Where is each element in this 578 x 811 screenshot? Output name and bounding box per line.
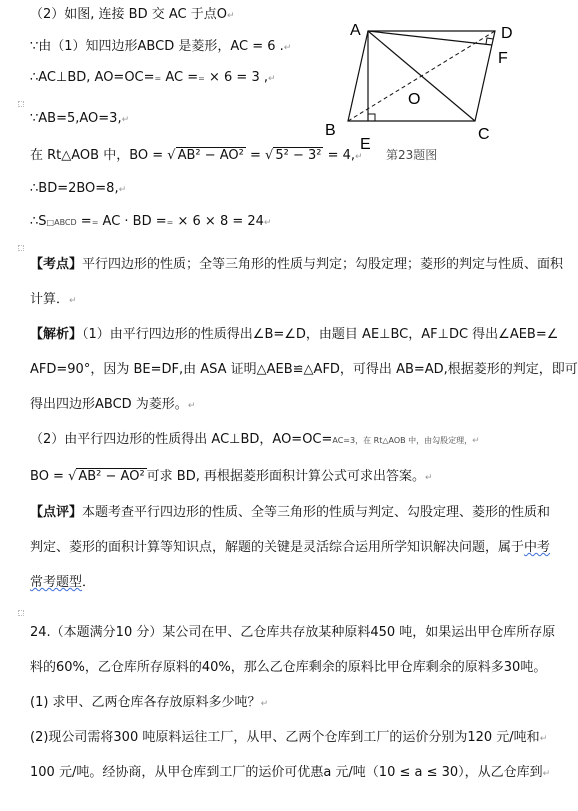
figure-caption: 第23题图 bbox=[386, 148, 438, 162]
question-24-part2-line-2: 100 元/吨。经协商，从甲仓库到工厂的运价可优惠a 元/吨（10 ≤ a ≤ 30），从乙仓库到↵ bbox=[30, 765, 551, 780]
dianping-line-1: 【点评】本题考查平行四边形的性质、全等三角形的性质与判定、勾股定理、菱形的性质和 bbox=[30, 505, 551, 520]
line-ao-oc: ∴AC⊥BD, AO=OC== AC == × 6 = 3 ,↵ bbox=[30, 70, 276, 85]
jiexi-line-3: 得出四边形ABCD 为菱形。↵ bbox=[30, 397, 196, 412]
segment-af bbox=[368, 31, 492, 45]
label-f: F bbox=[498, 50, 508, 67]
label-o: O bbox=[408, 91, 421, 108]
label-b: B bbox=[325, 122, 336, 139]
question-24-line-2: 料的60%，乙仓库所存原料的40%，那么乙仓库剩余的原料比甲仓库剩余的原料多30吨。 bbox=[30, 660, 547, 675]
line-rhombus: ∵由（1）知四边形ABCD 是菱形，AC = 6 .↵ bbox=[30, 39, 292, 54]
dianping-line-2: 判定、菱形的面积计算等知识点，解题的关键是灵活综合运用所学知识解决问题，属于中考 bbox=[30, 540, 551, 555]
paragraph-mark bbox=[18, 101, 24, 107]
line-area: ∴S□ABCD == AC · BD == × 6 × 8 = 24↵ bbox=[30, 214, 272, 229]
jiexi-line-2: AFD=90°，因为 BE=DF,由 ASA 证明△AEB≌△AFD，可得出 AB=AD,根据菱形的判定，即可 bbox=[30, 362, 578, 377]
line-bd: ∴BD=2BO=8,↵ bbox=[30, 181, 127, 196]
jiexi-line-5: BO = √ AB² − AO² 可求 BD, 再根据菱形面积计算公式可求出答案。↵ bbox=[30, 469, 433, 484]
label-e: E bbox=[360, 136, 371, 153]
line-ab-ao: ∵AB=5,AO=3,↵ bbox=[30, 111, 130, 126]
jiexi-line-1: 【解析】（1）由平行四边形的性质得出∠B=∠D，由题目 AE⊥BC，AF⊥DC 得出∠AEB=∠ bbox=[30, 327, 559, 342]
question-24-part2-line-1: (2)现公司需将300 吨原料运往工厂，从甲、乙两个仓库到工厂的运价分别为120 元/吨和↵ bbox=[30, 730, 548, 745]
label-a: A bbox=[350, 22, 361, 39]
label-d: D bbox=[501, 25, 513, 42]
label-c: C bbox=[478, 126, 490, 143]
dianping-line-3: 常考题型． bbox=[30, 575, 96, 590]
question-24-part1: (1) 求甲、乙两仓库各存放原料多少吨？↵ bbox=[30, 695, 269, 710]
line-part2-intro: （2）如图, 连接 BD 交 AC 于点O↵ bbox=[30, 7, 235, 22]
diagonal-bd bbox=[348, 31, 495, 121]
line-bo-formula: 在 Rt△AOB 中，BO = √ AB² − AO² = √ 5² − 3² = 4,↵ bbox=[30, 148, 363, 163]
geometry-figure bbox=[320, 18, 530, 168]
jiexi-line-4: （2）由平行四边形的性质得出 AC⊥BD，AO=OC=AC=3，在 Rt△AOB 中，由勾股定理，↵ bbox=[30, 432, 480, 447]
paragraph-mark bbox=[18, 245, 24, 251]
question-24-line-1: 24.（本题满分10 分）某公司在甲、乙仓库共存放某种原料450 吨，如果运出甲仓库所存原 bbox=[30, 625, 556, 640]
paragraph-mark bbox=[18, 610, 24, 616]
kaodian-line-1: 【考点】平行四边形的性质；全等三角形的性质与判定；勾股定理；菱形的判定与性质、面积 bbox=[30, 257, 564, 272]
right-angle-e bbox=[368, 114, 375, 121]
kaodian-line-2: 计算．↵ bbox=[30, 292, 77, 307]
